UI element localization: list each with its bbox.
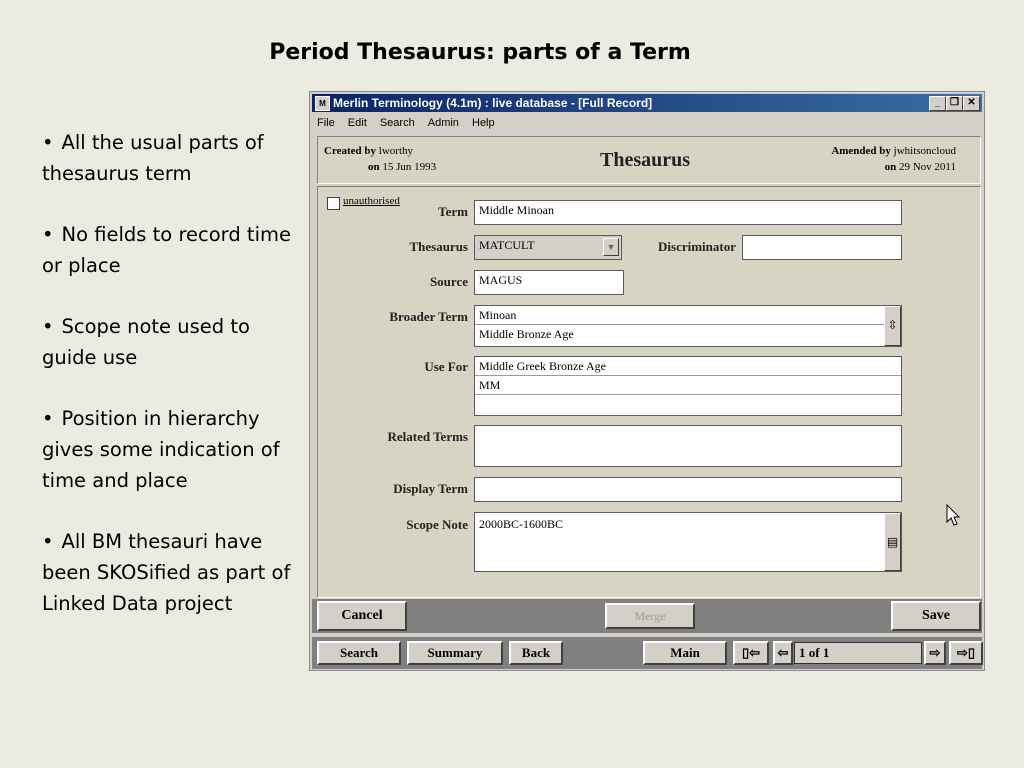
term-label: Term bbox=[438, 204, 468, 219]
amended-on-line bbox=[885, 161, 956, 173]
source-field[interactable]: MAGUS bbox=[474, 270, 624, 295]
bullet-item: • All BM thesauri have been SKOSified as part of Linked Data project bbox=[42, 530, 291, 615]
record-heading: Thesaurus bbox=[600, 149, 691, 171]
thesaurus-label: Thesaurus bbox=[409, 239, 468, 254]
app-icon[interactable]: M bbox=[315, 96, 330, 111]
scrollbar-icon[interactable]: ▤ bbox=[884, 513, 901, 571]
source-label: Source bbox=[429, 274, 468, 289]
list-item[interactable]: MM bbox=[475, 376, 901, 395]
amended-by-value: jwhitsoncloud bbox=[893, 145, 956, 157]
navigation-bar bbox=[312, 637, 982, 669]
bullet-list bbox=[42, 127, 304, 649]
record-header bbox=[317, 136, 981, 184]
created-on-label: on bbox=[368, 161, 380, 173]
close-button[interactable]: ✕ bbox=[963, 96, 980, 111]
menu-search[interactable]: Search bbox=[379, 117, 415, 129]
created-by-line bbox=[324, 145, 413, 157]
created-on-value: 15 Jun 1993 bbox=[382, 161, 437, 173]
bullet-item: • No fields to record time or place bbox=[42, 223, 291, 277]
created-on-line bbox=[368, 161, 436, 173]
action-bar bbox=[312, 599, 982, 633]
minimize-button[interactable]: _ bbox=[929, 96, 946, 111]
display-term-field[interactable] bbox=[474, 477, 902, 502]
back-button[interactable]: Back bbox=[509, 641, 563, 665]
main-button[interactable]: Main bbox=[643, 641, 727, 665]
thesaurus-select[interactable] bbox=[474, 235, 622, 260]
up-down-arrow-icon[interactable]: ⇳ bbox=[884, 306, 901, 346]
menu-bar bbox=[312, 114, 982, 132]
display-term-label: Display Term bbox=[393, 481, 468, 496]
list-item[interactable]: Middle Bronze Age bbox=[479, 327, 574, 341]
record-form bbox=[317, 186, 981, 598]
save-button[interactable]: Save bbox=[891, 601, 981, 631]
menu-admin[interactable]: Admin bbox=[427, 117, 459, 129]
amended-on-value: 29 Nov 2011 bbox=[898, 161, 956, 173]
restore-button[interactable]: ❐ bbox=[946, 96, 963, 111]
list-item[interactable]: Minoan bbox=[475, 306, 885, 325]
bullet-item: • All the usual parts of thesaurus term bbox=[42, 131, 264, 185]
window-title: Merlin Terminology (4.1m) : live database - [Full Record] bbox=[333, 96, 653, 110]
summary-button[interactable]: Summary bbox=[407, 641, 503, 665]
bullet-text: Scope note used to guide use bbox=[42, 315, 250, 369]
related-terms-field[interactable] bbox=[474, 425, 902, 467]
bullet-item: • Scope note used to guide use bbox=[42, 315, 250, 369]
term-field[interactable]: Middle Minoan bbox=[474, 200, 902, 225]
created-by-value: lworthy bbox=[378, 145, 414, 157]
unauthorised-label: unauthorised bbox=[343, 195, 400, 207]
discriminator-label: Discriminator bbox=[658, 239, 736, 254]
created-by-label: Created by bbox=[324, 145, 377, 157]
unauthorised-checkbox[interactable] bbox=[327, 197, 340, 210]
bullet-text: All BM thesauri have been SKOSified as part of Linked Data project bbox=[42, 530, 291, 615]
use-for-label: Use For bbox=[424, 359, 468, 374]
chevron-down-icon[interactable]: ▼ bbox=[603, 238, 619, 256]
amended-by-label: Amended by bbox=[831, 145, 891, 157]
broader-term-label: Broader Term bbox=[389, 309, 468, 324]
merge-button[interactable]: Merge bbox=[605, 603, 695, 629]
related-terms-label: Related Terms bbox=[387, 429, 468, 444]
last-record-icon[interactable]: ⇨▯ bbox=[949, 641, 983, 665]
scope-note-value: 2000BC-1600BC bbox=[479, 517, 564, 531]
window-titlebar[interactable] bbox=[312, 94, 982, 112]
use-for-list[interactable] bbox=[474, 356, 902, 416]
mouse-pointer-icon bbox=[946, 504, 962, 528]
menu-file[interactable]: File bbox=[317, 117, 335, 129]
previous-record-icon[interactable]: ⇦ bbox=[773, 641, 793, 665]
record-position[interactable]: 1 of 1 bbox=[794, 642, 922, 664]
bullet-item: • Position in hierarchy gives some indication of time and place bbox=[42, 407, 280, 492]
menu-help[interactable]: Help bbox=[472, 117, 495, 129]
list-item[interactable]: Middle Greek Bronze Age bbox=[475, 357, 901, 376]
amended-on-label: on bbox=[884, 161, 897, 173]
bullet-text: Position in hierarchy gives some indication of time and place bbox=[42, 407, 280, 492]
list-item[interactable] bbox=[475, 395, 901, 414]
discriminator-field[interactable] bbox=[742, 235, 902, 260]
bullet-text: All the usual parts of thesaurus term bbox=[42, 131, 264, 185]
scope-note-field[interactable] bbox=[474, 512, 902, 572]
bullet-text: No fields to record time or place bbox=[42, 223, 291, 277]
merlin-window bbox=[309, 91, 985, 671]
slide-title: Period Thesaurus: parts of a Term bbox=[269, 40, 691, 65]
menu-edit[interactable]: Edit bbox=[347, 117, 367, 129]
scope-note-label: Scope Note bbox=[406, 517, 468, 532]
thesaurus-value: MATCULT bbox=[479, 238, 535, 252]
broader-term-list[interactable] bbox=[474, 305, 902, 347]
cancel-button[interactable]: Cancel bbox=[317, 601, 407, 631]
first-record-icon[interactable]: ▯⇦ bbox=[733, 641, 769, 665]
amended-by-line bbox=[831, 145, 956, 157]
next-record-icon[interactable]: ⇨ bbox=[924, 641, 946, 665]
search-button[interactable]: Search bbox=[317, 641, 401, 665]
